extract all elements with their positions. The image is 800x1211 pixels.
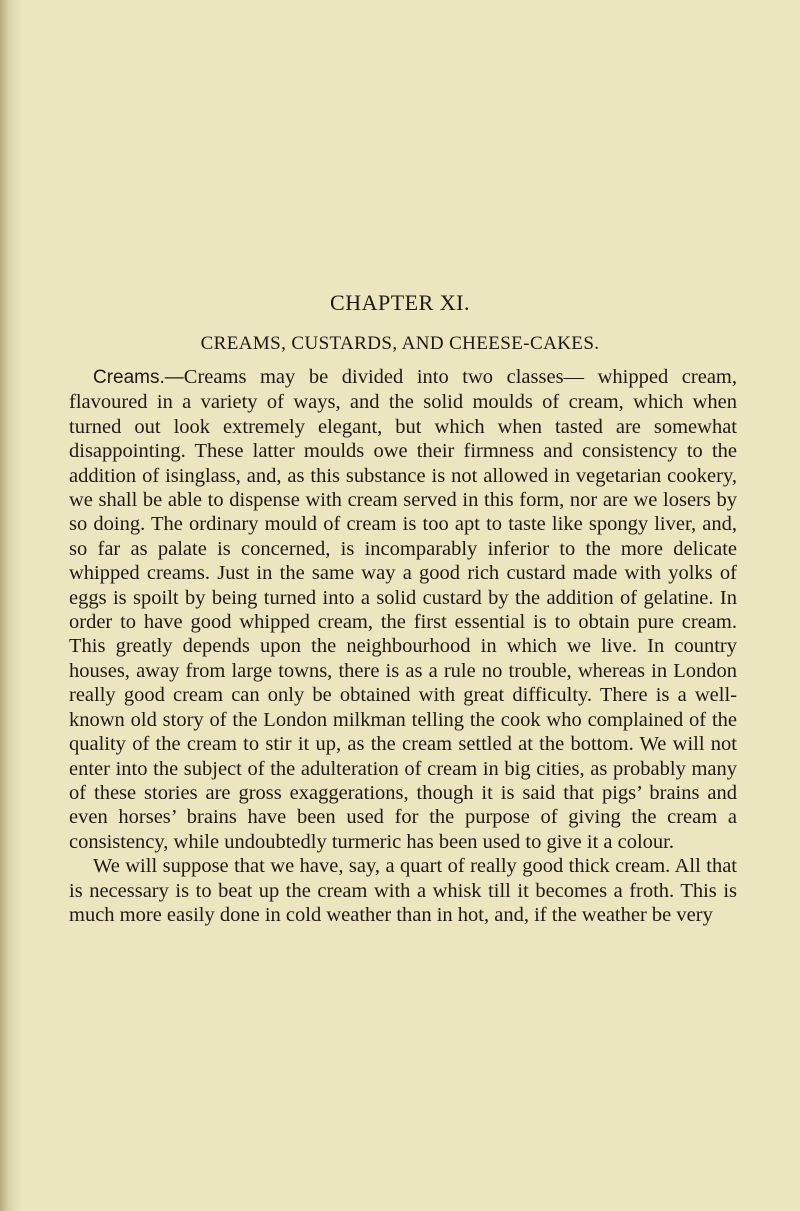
paragraph-run-in-heading: Creams.— xyxy=(93,367,184,388)
paragraph-text: Creams may be divided into two classes— whipped cream, flavoured in a variety of ways, and the solid moulds of cream, which when turned out look extremely elegant, but which when tasted are somewhat disappointing. These latter moulds owe their firmness and consistency to the addition of isinglass, and, as this substance is not allowed in vegetarian cookery, we shall be able to dispense with cream served in this form, nor are we losers by so doing. The ordinary mould of cream is too apt to taste like spongy liver, and, so far as palate is concerned, is incomparably inferior to the more delicate whipped creams. Just in the same way a good rich custard made with yolks of eggs is spoilt by being turned into a solid custard by the addition of gelatine. In order to have good whipped cream, the first essential is to obtain pure cream. This greatly depends upon the neighbourhood in which we live. In country houses, away from large towns, there is as a rule no trouble, whereas in London really good cream can only be obtained with great difficulty. There is a well-known old story of the London milkman telling the cook who complained of the quality of the cream to stir it up, as the cream settled at the bottom. We will not enter into the subject of the adulteration of cream in big cities, as probably many of these stories are gross exaggerations, though it is said that pigs’ brains and even horses’ brains have been used for the purpose of giving the cream a consistency, while undoubtedly turmeric has been used to give it a colour. xyxy=(69,366,737,853)
paragraph-whipping xyxy=(69,854,737,927)
page-gutter-shadow xyxy=(0,0,14,1211)
paragraph-text: We will suppose that we have, say, a quart of really good thick cream. All that is necessary is to beat up the cream with a whisk till it becomes a froth. This is much more easily done in cold weather than in hot, and, if the weather be very xyxy=(69,855,737,926)
chapter-number: CHAPTER XI. xyxy=(330,290,470,315)
paragraph-creams xyxy=(69,365,737,854)
chapter-body xyxy=(69,365,737,927)
chapter-title: CREAMS, CUSTARDS, AND CHEESE-CAKES. xyxy=(200,333,600,354)
